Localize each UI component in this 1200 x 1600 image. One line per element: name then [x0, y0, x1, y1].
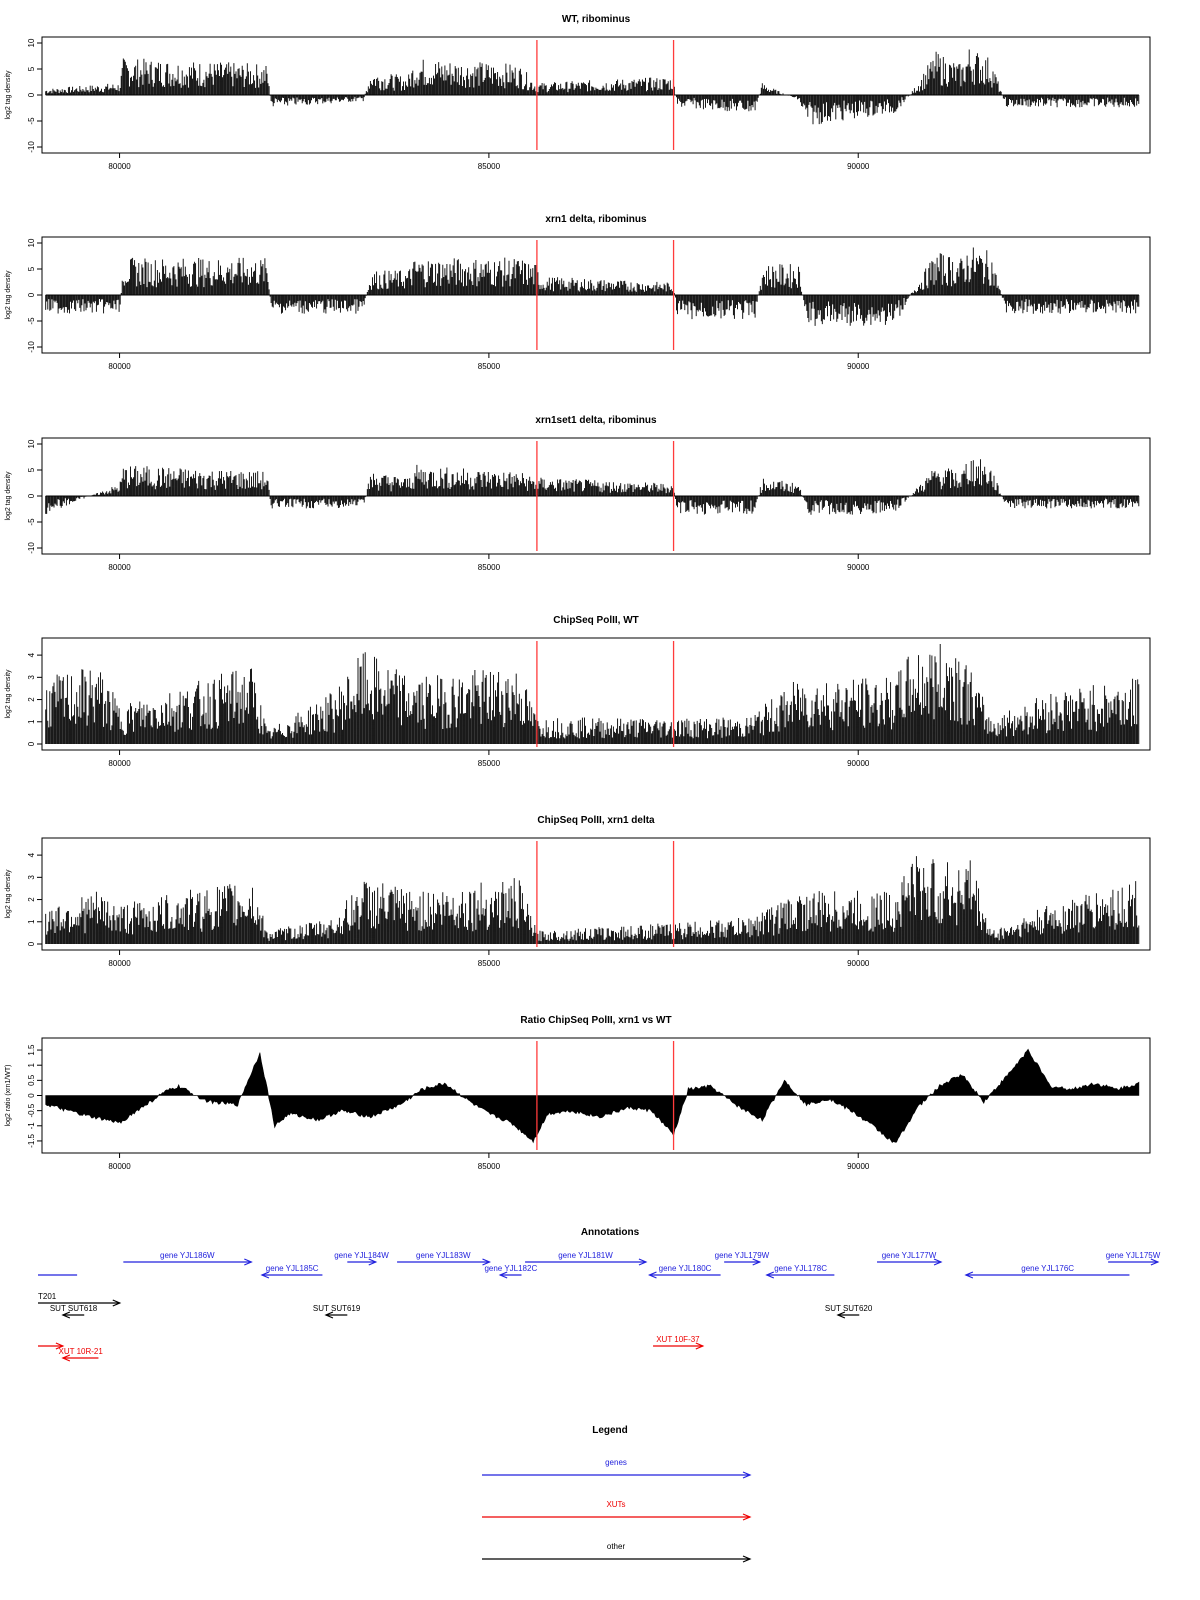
x-tick-label: 85000 [477, 1162, 501, 1171]
other-label: SUT SUT620 [824, 1304, 873, 1313]
signal-bars [46, 856, 1139, 944]
y-tick-label: 2 [27, 897, 37, 902]
x-tick-label: 80000 [108, 959, 131, 968]
ratio-area [46, 1049, 1139, 1142]
gene-label: gene YJL185C [265, 1264, 319, 1273]
signal-series [46, 644, 1139, 744]
y-axis-label: log2 ratio (xrn1/WT) [5, 1064, 12, 1127]
x-tick-label: 80000 [108, 563, 131, 572]
x-tick-label: 85000 [477, 162, 501, 171]
panel-title: WT, ribominus [561, 14, 631, 25]
y-tick-label: 0 [27, 741, 37, 747]
gene-label: gene YJL178C [774, 1264, 827, 1273]
x-tick-label: 90000 [847, 759, 870, 768]
legend-item [482, 1542, 750, 1562]
x-tick-label: 85000 [477, 959, 501, 968]
x-tick-label: 85000 [477, 563, 501, 572]
annotations-title: Annotations [580, 1227, 640, 1238]
signal-series [46, 1049, 1139, 1142]
x-tick-label: 90000 [847, 162, 870, 171]
gene-feature [715, 1251, 770, 1265]
gene-label: gene YJL179W [714, 1251, 770, 1260]
gene-feature [767, 1264, 835, 1278]
legend-label: XUTs [606, 1500, 626, 1509]
y-axis-label: log2 tag density [5, 270, 12, 320]
xut-feature [58, 1347, 103, 1361]
y-tick-label: 0 [27, 1093, 37, 1098]
signal-bars [46, 644, 1139, 744]
y-tick-label: -10 [27, 141, 37, 153]
track-panel [5, 14, 1150, 171]
signal-bars [46, 459, 1139, 514]
y-tick-label: 0 [27, 941, 37, 947]
y-tick-label: 0 [27, 493, 37, 499]
x-tick-label: 80000 [108, 362, 131, 371]
y-axis-label: log2 tag density [5, 869, 12, 919]
y-tick-label: 5 [27, 66, 37, 72]
panel-title: xrn1set1 delta, ribominus [535, 415, 657, 426]
y-axis-label: log2 tag density [5, 669, 12, 719]
gene-feature [525, 1251, 646, 1265]
y-tick-label: 5 [27, 467, 37, 473]
xut-label: XUT 10F-37 [656, 1335, 700, 1344]
x-tick-label: 80000 [108, 1162, 131, 1171]
y-tick-label: -10 [27, 542, 37, 554]
track-panel [5, 214, 1150, 371]
y-tick-label: -5 [27, 317, 37, 325]
y-axis-label: log2 tag density [5, 70, 12, 120]
other-feature [313, 1304, 361, 1318]
signal-bars [46, 50, 1139, 125]
legend [482, 1425, 750, 1562]
signal-series [46, 248, 1139, 326]
x-tick-label: 90000 [847, 1162, 870, 1171]
gene-feature [123, 1251, 251, 1265]
track-panels [5, 14, 1150, 1171]
legend-label: other [606, 1542, 626, 1551]
gene-feature [649, 1264, 720, 1278]
y-tick-label: 5 [27, 266, 37, 272]
signal-series [46, 459, 1139, 514]
gene-label: gene YJL183W [416, 1251, 471, 1260]
x-tick-label: 90000 [847, 563, 870, 572]
y-tick-label: 1 [27, 719, 37, 725]
y-axis-label: log2 tag density [5, 471, 12, 521]
legend-arrow [482, 1556, 750, 1562]
y-tick-label: 1 [27, 1062, 37, 1068]
y-tick-label: 10 [27, 439, 37, 449]
gene-label: gene YJL184W [334, 1251, 389, 1260]
y-tick-label: 2 [27, 697, 37, 702]
gene-feature [334, 1251, 389, 1265]
annotations-panel [38, 1227, 1161, 1361]
gene-feature [877, 1251, 941, 1265]
legend-arrow [482, 1472, 750, 1478]
legend-item [482, 1458, 750, 1478]
gene-label: gene YJL180C [658, 1264, 712, 1273]
y-tick-label: -1.5 [27, 1134, 37, 1148]
legend-arrow [482, 1514, 750, 1520]
track-panel [5, 1015, 1150, 1171]
track-panel [5, 815, 1150, 968]
other-label: SUT SUT619 [312, 1304, 361, 1313]
y-tick-label: 3 [27, 675, 37, 680]
gene-feature [1106, 1251, 1161, 1265]
gene-label: gene YJL186W [160, 1251, 215, 1260]
y-tick-label: 4 [27, 652, 37, 658]
y-tick-label: -5 [27, 518, 37, 526]
gene-label: gene YJL176C [1021, 1264, 1075, 1273]
other-feature [825, 1304, 873, 1318]
gene-feature [484, 1264, 537, 1278]
y-tick-label: -10 [27, 341, 37, 353]
gene-label: gene YJL177W [881, 1251, 937, 1260]
track-panel [5, 615, 1150, 768]
other-feature [50, 1304, 98, 1318]
gene-label: gene YJL181W [558, 1251, 613, 1260]
y-tick-label: 1.5 [27, 1044, 37, 1056]
legend-label: genes [605, 1458, 627, 1467]
legend-items [482, 1458, 750, 1562]
signal-bars [46, 248, 1139, 326]
panel-title: Ratio ChipSeq PolII, xrn1 vs WT [520, 1015, 672, 1026]
y-tick-label: 0 [27, 292, 37, 298]
y-tick-label: -0.5 [27, 1103, 37, 1118]
y-tick-label: 0 [27, 92, 37, 98]
y-tick-label: 10 [27, 38, 37, 48]
legend-item [482, 1500, 750, 1520]
x-tick-label: 90000 [847, 362, 870, 371]
gene-label: gene YJL175W [1105, 1251, 1161, 1260]
signal-series [46, 856, 1139, 944]
panel-title: xrn1 delta, ribominus [545, 214, 647, 225]
x-tick-label: 80000 [108, 162, 131, 171]
x-tick-label: 90000 [847, 959, 870, 968]
gene-feature [397, 1251, 489, 1265]
gene-feature [966, 1264, 1130, 1278]
track-panel [5, 415, 1150, 572]
xut-label: XUT 10R-21 [58, 1347, 103, 1356]
gene-feature [262, 1264, 322, 1278]
x-tick-label: 85000 [477, 362, 501, 371]
signal-series [46, 50, 1139, 125]
other-label: SUT SUT618 [49, 1304, 98, 1313]
y-tick-label: 4 [27, 852, 37, 858]
y-tick-label: 10 [27, 238, 37, 248]
panel-title: ChipSeq PolII, xrn1 delta [537, 815, 655, 826]
xut-feature [653, 1335, 703, 1349]
y-tick-label: -1 [27, 1122, 37, 1130]
x-tick-label: 85000 [477, 759, 501, 768]
y-tick-label: 3 [27, 875, 37, 880]
x-tick-label: 80000 [108, 759, 131, 768]
panel-title: ChipSeq PolII, WT [553, 615, 639, 626]
legend-title: Legend [592, 1425, 628, 1436]
other-label: T201 [38, 1292, 57, 1301]
y-tick-label: -5 [27, 117, 37, 125]
gene-label: gene YJL182C [484, 1264, 538, 1273]
y-tick-label: 1 [27, 919, 37, 925]
y-tick-label: 0.5 [27, 1074, 37, 1086]
annotation-features [38, 1251, 1161, 1361]
